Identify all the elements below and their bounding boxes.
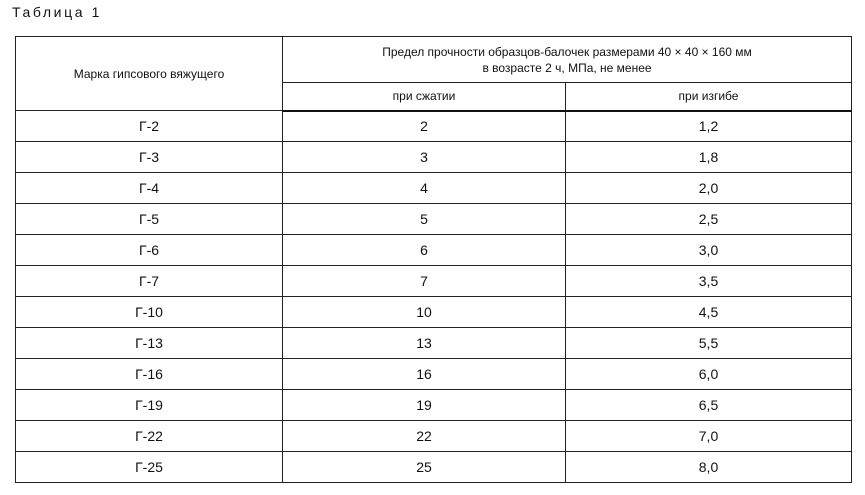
grade-cell: Г-13 [16,328,283,359]
compression-cell: 6 [283,235,566,266]
strength-group-header [283,37,852,83]
grade-cell: Г-3 [16,142,283,173]
table-row [16,173,852,204]
grade-cell: Г-22 [16,421,283,452]
strength-group-header-line2: в возрасте 2 ч, МПа, не менее [482,60,652,75]
compression-cell: 19 [283,390,566,421]
table-row [16,235,852,266]
bending-cell: 2,0 [566,173,852,204]
grade-cell: Г-19 [16,390,283,421]
compression-cell: 2 [283,111,566,142]
table-caption: Таблица 1 [12,4,102,20]
gypsum-strength-table [15,36,852,483]
grade-cell: Г-10 [16,297,283,328]
compression-column-header: при сжатии [283,83,566,111]
bending-cell: 3,0 [566,235,852,266]
table-row [16,452,852,483]
bending-cell: 4,5 [566,297,852,328]
table-row [16,142,852,173]
grade-cell: Г-2 [16,111,283,142]
compression-cell: 16 [283,359,566,390]
bending-cell: 6,5 [566,390,852,421]
grade-column-header: Марка гипсового вяжущего [16,37,283,111]
bending-cell: 1,2 [566,111,852,142]
table-row [16,204,852,235]
bending-cell: 7,0 [566,421,852,452]
table-row [16,328,852,359]
bending-cell: 6,0 [566,359,852,390]
table-row [16,421,852,452]
bending-cell: 1,8 [566,142,852,173]
bending-cell: 3,5 [566,266,852,297]
grade-cell: Г-16 [16,359,283,390]
grade-cell: Г-4 [16,173,283,204]
table-row [16,111,852,142]
bending-cell: 5,5 [566,328,852,359]
compression-cell: 10 [283,297,566,328]
compression-cell: 3 [283,142,566,173]
compression-cell: 5 [283,204,566,235]
compression-cell: 25 [283,452,566,483]
table-row [16,359,852,390]
compression-cell: 4 [283,173,566,204]
bending-cell: 8,0 [566,452,852,483]
compression-cell: 7 [283,266,566,297]
bending-cell: 2,5 [566,204,852,235]
compression-cell: 13 [283,328,566,359]
table-row [16,297,852,328]
bending-column-header: при изгибе [566,83,852,111]
grade-cell: Г-25 [16,452,283,483]
grade-cell: Г-5 [16,204,283,235]
grade-cell: Г-7 [16,266,283,297]
grade-cell: Г-6 [16,235,283,266]
table-row [16,266,852,297]
strength-group-header-line1: Предел прочности образцов-балочек размерами 40 × 40 × 160 мм [382,44,752,59]
compression-cell: 22 [283,421,566,452]
table-row [16,390,852,421]
